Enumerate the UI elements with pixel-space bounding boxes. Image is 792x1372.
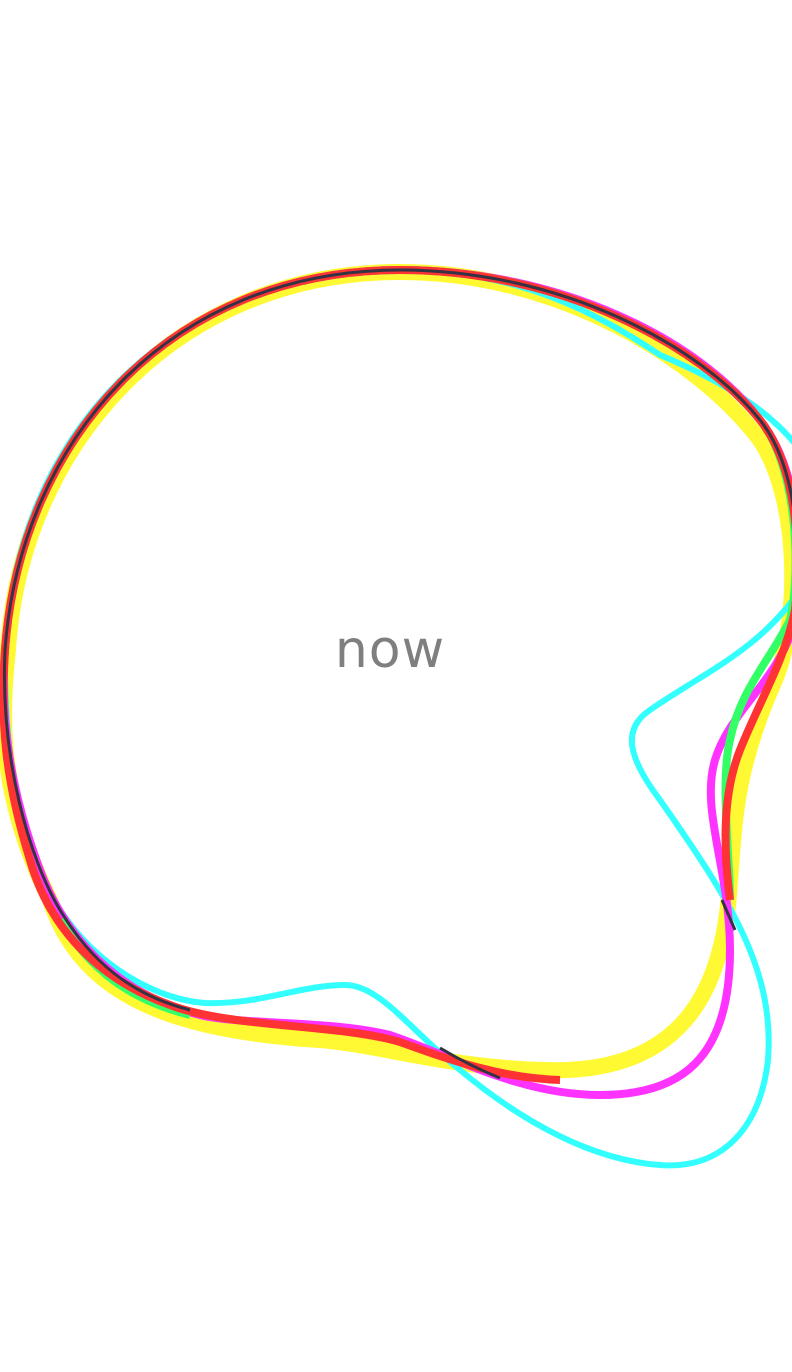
center-label: now [334,620,446,680]
